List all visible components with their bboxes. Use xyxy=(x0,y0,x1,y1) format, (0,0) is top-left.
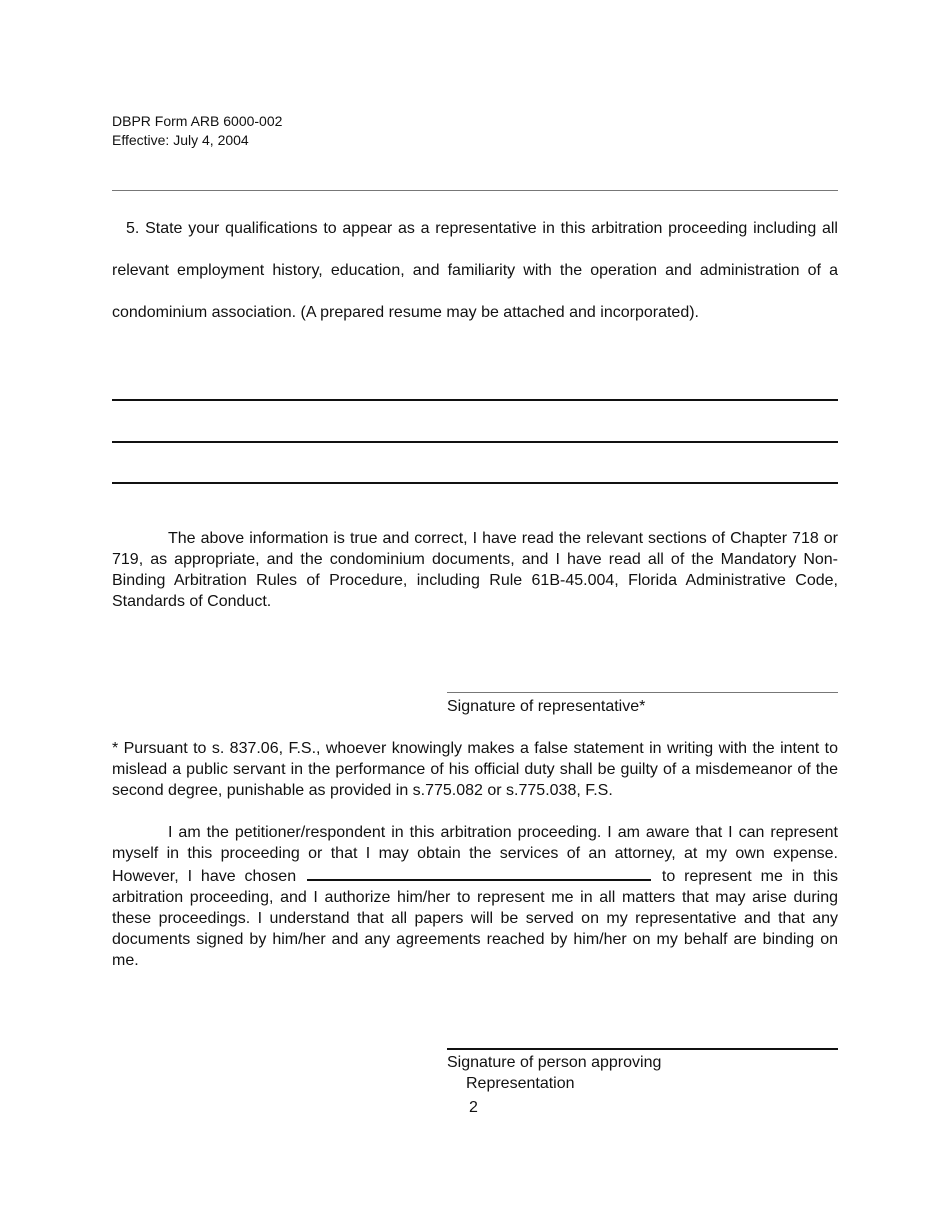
answer-line-2[interactable] xyxy=(112,441,838,443)
question-5 xyxy=(112,208,838,334)
approver-signature-line[interactable] xyxy=(447,1048,838,1050)
answer-line-1[interactable] xyxy=(112,399,838,401)
footnote: * Pursuant to s. 837.06, F.S., whoever knowingly makes a false statement in writing with the intent to mislead a public servant in the performance of his official duty shall be guilty of a misdemeanor of the second degree, punishable as provided in s.775.082 or s.775.038, F.S. xyxy=(112,740,838,799)
question-5-number: 5. xyxy=(126,220,140,237)
effective-date: Effective: July 4, 2004 xyxy=(112,132,249,148)
header-divider xyxy=(112,190,838,191)
approver-signature-label-2: Representation xyxy=(466,1075,575,1092)
representative-signature-line[interactable] xyxy=(447,692,838,693)
page-number: 2 xyxy=(469,1099,478,1116)
approver-signature-label-1: Signature of person approving xyxy=(447,1054,662,1071)
authorization-paragraph xyxy=(112,822,838,971)
form-id: DBPR Form ARB 6000-002 xyxy=(112,113,283,129)
certification-text: The above information is true and correct, I have read the relevant sections of Chapter 718 or 719, as appropriate, and the condominium documents, and I have read all of the Mandatory Non-Binding Arbitration Rules of Procedure, including Rule 61B-45.004, Florida Administrative Code, Standards of Conduct. xyxy=(112,530,838,610)
authorization-text-after: to represent me in this arbitration proceeding, and I authorize him/her to represent me in all matters that may arise during these proceedings. I understand that all papers will be served on my representative and that any documents signed by him/her and any agreements reached by him/her on my behalf are binding on me. xyxy=(112,868,839,969)
answer-line-3[interactable] xyxy=(112,482,838,484)
form-header xyxy=(112,112,282,150)
authorization-text-before: I am the petitioner/respondent in this arbitration proceeding. I am aware that I can represent myself in this proceeding or that I may obtain the services of an attorney, at my own expense. However, I have chosen xyxy=(112,824,838,885)
representative-signature-label: Signature of representative* xyxy=(447,698,646,715)
question-5-text: State your qualifications to appear as a representative in this arbitration proceeding including all relevant employment history, education, and familiarity with the operation and administration of a condominium association. (A prepared resume may be attached and incorporated). xyxy=(112,220,838,321)
certification-paragraph xyxy=(112,528,838,612)
representative-name-blank[interactable] xyxy=(307,864,651,881)
